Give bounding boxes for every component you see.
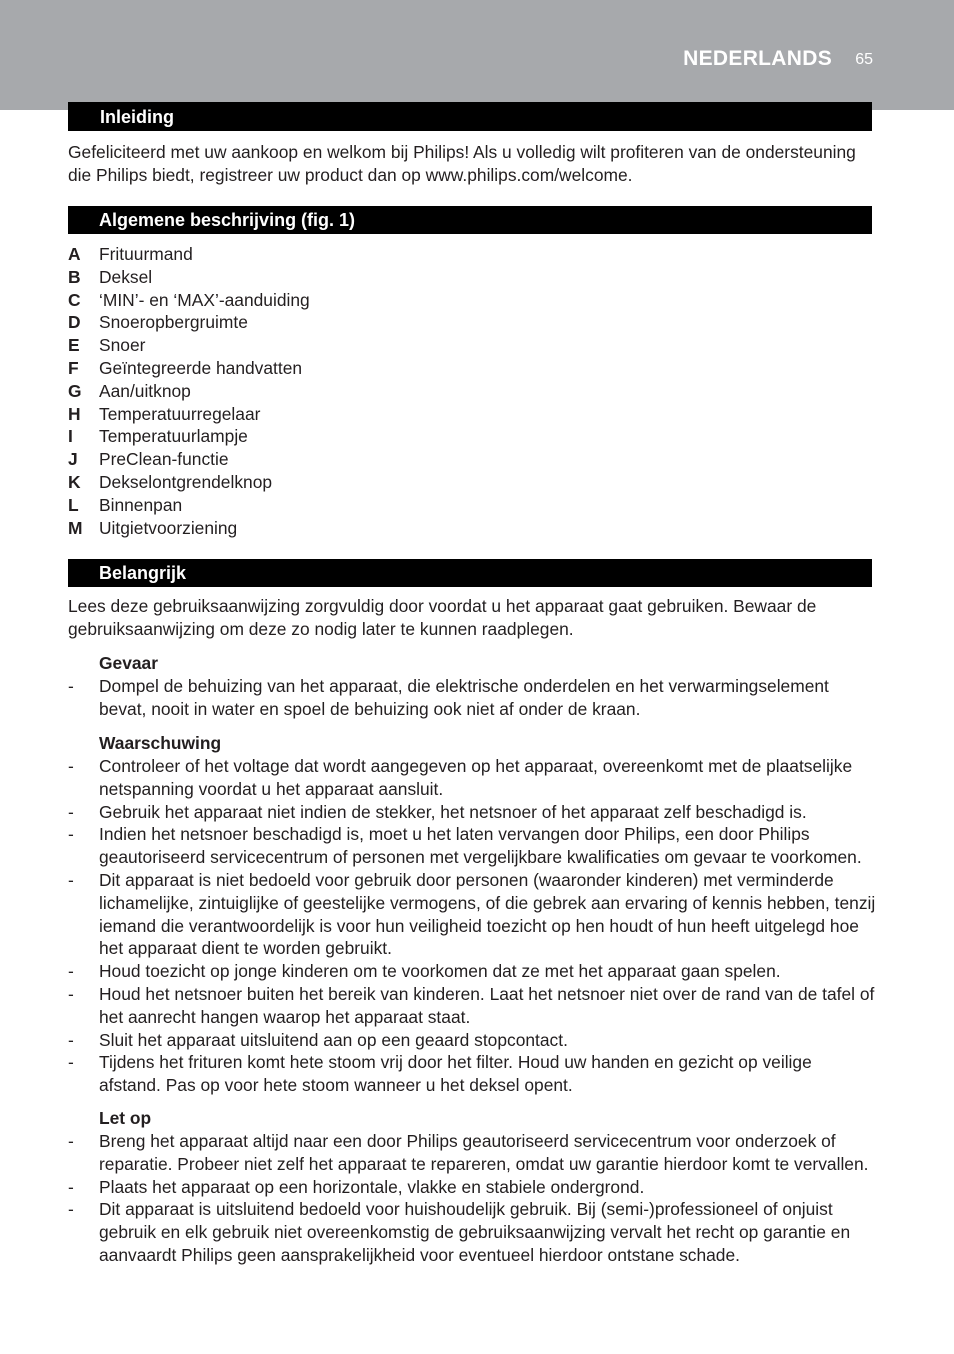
section-header-important	[68, 559, 872, 587]
list-item-text: Gebruik het apparaat niet indien de stekker, het netsnoer of het apparaat zelf beschadigd is.	[99, 801, 807, 822]
part-letter: H	[68, 403, 81, 424]
list-item	[68, 1051, 876, 1097]
list-item	[68, 1130, 876, 1176]
part-letter: C	[68, 289, 81, 310]
list-item	[68, 823, 876, 869]
part-label: ‘MIN’- en ‘MAX’-aanduiding	[99, 289, 310, 310]
part-letter: D	[68, 312, 81, 333]
dash-marker: -	[68, 1199, 74, 1220]
list-item	[68, 1029, 876, 1052]
part-letter: M	[68, 517, 83, 538]
section-title: Inleiding	[100, 107, 174, 127]
page-header	[0, 0, 954, 110]
dash-marker: -	[68, 824, 74, 845]
list-item-text: Controleer of het voltage dat wordt aangegeven op het apparaat, overeenkomt met de plaatselijke netspanning voordat u het apparaat aansluit.	[99, 756, 853, 799]
list-item-text: Houd toezicht op jonge kinderen om te voorkomen dat ze met het apparaat gaan spelen.	[99, 961, 781, 982]
part-label: Frituurmand	[99, 244, 193, 264]
list-item	[68, 1176, 876, 1199]
list-item-text: Indien het netsnoer beschadigd is, moet u het laten vervangen door Philips, een door Philips geautoriseerd servicecentrum of personen met vergelijkbare kwalificaties om gevaar te voorkomen.	[99, 824, 862, 868]
part-letter: K	[68, 471, 81, 492]
dash-marker: -	[68, 1029, 74, 1050]
part-label: Snoer	[99, 335, 146, 356]
part-letter: E	[68, 335, 80, 356]
language-label: NEDERLANDS	[683, 47, 832, 70]
part-letter: G	[68, 380, 82, 401]
list-item-text: Plaats het apparaat op een horizontale, vlakke en stabiele ondergrond.	[99, 1176, 645, 1197]
list-item	[68, 983, 876, 1029]
part-label: Dekselontgrendelknop	[99, 471, 273, 492]
caution-heading: Let op	[99, 1108, 152, 1128]
list-item	[68, 755, 876, 801]
dash-marker: -	[68, 801, 74, 822]
page-number: 65	[855, 51, 873, 68]
warning-list	[68, 755, 876, 1097]
list-item	[68, 960, 876, 983]
part-letter: J	[68, 449, 78, 470]
dash-marker: -	[68, 961, 74, 982]
dash-marker: -	[68, 869, 74, 890]
danger-heading: Gevaar	[99, 653, 158, 673]
part-label: Deksel	[99, 266, 153, 287]
intro-paragraph: Gefeliciteerd met uw aankoop en welkom bij Philips! Als u volledig wilt profiteren van de ondersteuning die Philips biedt, registreer uw product dan op www.philips.com/welcome.	[68, 142, 856, 185]
part-letter: B	[68, 266, 81, 287]
dash-marker: -	[68, 1131, 74, 1151]
list-item	[68, 869, 876, 960]
part-label: Temperatuurlampje	[99, 426, 248, 447]
list-item-text: Breng het apparaat altijd naar een door Philips geautoriseerd servicecentrum voor onderzoek of reparatie. Probeer niet zelf het apparaat te repareren, omdat uw garantie hierdoor komt te vervallen.	[99, 1131, 869, 1174]
important-paragraph: Lees deze gebruiksaanwijzing zorgvuldig door voordat u het apparaat gaat gebruiken. Bewaar de gebruiksaanwijzing om deze zo nodig later te kunnen raadplegen.	[68, 596, 817, 639]
part-label: Geïntegreerde handvatten	[99, 357, 303, 378]
list-item-text: Sluit het apparaat uitsluitend aan op een geaard stopcontact.	[99, 1029, 568, 1050]
list-item	[68, 1198, 876, 1266]
dash-marker: -	[68, 983, 74, 1004]
danger-list	[68, 675, 876, 721]
list-item-text: Dit apparaat is niet bedoeld voor gebruik door personen (waaronder kinderen) met verminderde lichamelijke, zintuiglijke of geestelijke vermogens, of die gebrek aan ervaring of kennis hebben, tenzij iemand die verantwoordelijk is voor hun veiligheid toezicht op hen houdt of hun heeft uitgelegd hoe het apparaat dient te worden gebruikt.	[99, 869, 876, 959]
part-label: Aan/uitknop	[99, 380, 191, 401]
list-item	[68, 801, 876, 824]
part-label: Binnenpan	[99, 494, 183, 515]
dash-marker: -	[68, 1052, 74, 1073]
section-title: Belangrijk	[99, 563, 187, 583]
part-letter: L	[68, 494, 79, 515]
part-label: Snoeropbergruimte	[99, 312, 248, 333]
list-item-text: Dit apparaat is uitsluitend bedoeld voor huishoudelijk gebruik. Bij (semi-)professioneel of onjuist gebruik en elk gebruik niet overeenkomstig de gebruiksaanwijzing vervalt het recht op garantie en aanvaardt Philips geen aansprakelijkheid voor eventueel hierdoor ontstane schade.	[99, 1199, 851, 1265]
part-letter: F	[68, 357, 79, 378]
dash-marker: -	[68, 756, 74, 776]
list-item-text: Tijdens het frituren komt hete stoom vrij door het filter. Houd uw handen en gezicht op veilige afstand. Pas op voor hete stoom wanneer u het deksel opent.	[99, 1052, 812, 1096]
caution-list	[68, 1130, 876, 1267]
part-label: Temperatuurregelaar	[99, 403, 261, 424]
list-item-text: Houd het netsnoer buiten het bereik van kinderen. Laat het netsnoer niet over de rand van de tafel of het aanrecht hangen waarop het apparaat staat.	[99, 983, 875, 1027]
part-letter: I	[68, 426, 73, 447]
part-letter: A	[68, 244, 81, 264]
dash-marker: -	[68, 1176, 74, 1197]
section-title: Algemene beschrijving (fig. 1)	[99, 210, 356, 230]
list-item	[68, 675, 876, 721]
warning-heading: Waarschuwing	[99, 733, 222, 753]
part-label: PreClean-functie	[99, 449, 229, 470]
part-label: Uitgietvoorziening	[99, 517, 238, 538]
dash-marker: -	[68, 676, 74, 696]
list-item-text: Dompel de behuizing van het apparaat, die elektrische onderdelen en het verwarmingselement bevat, nooit in water en spoel de behuizing ook niet af onder de kraan.	[99, 676, 829, 719]
section-header-intro	[68, 102, 872, 131]
section-header-general	[68, 206, 872, 234]
